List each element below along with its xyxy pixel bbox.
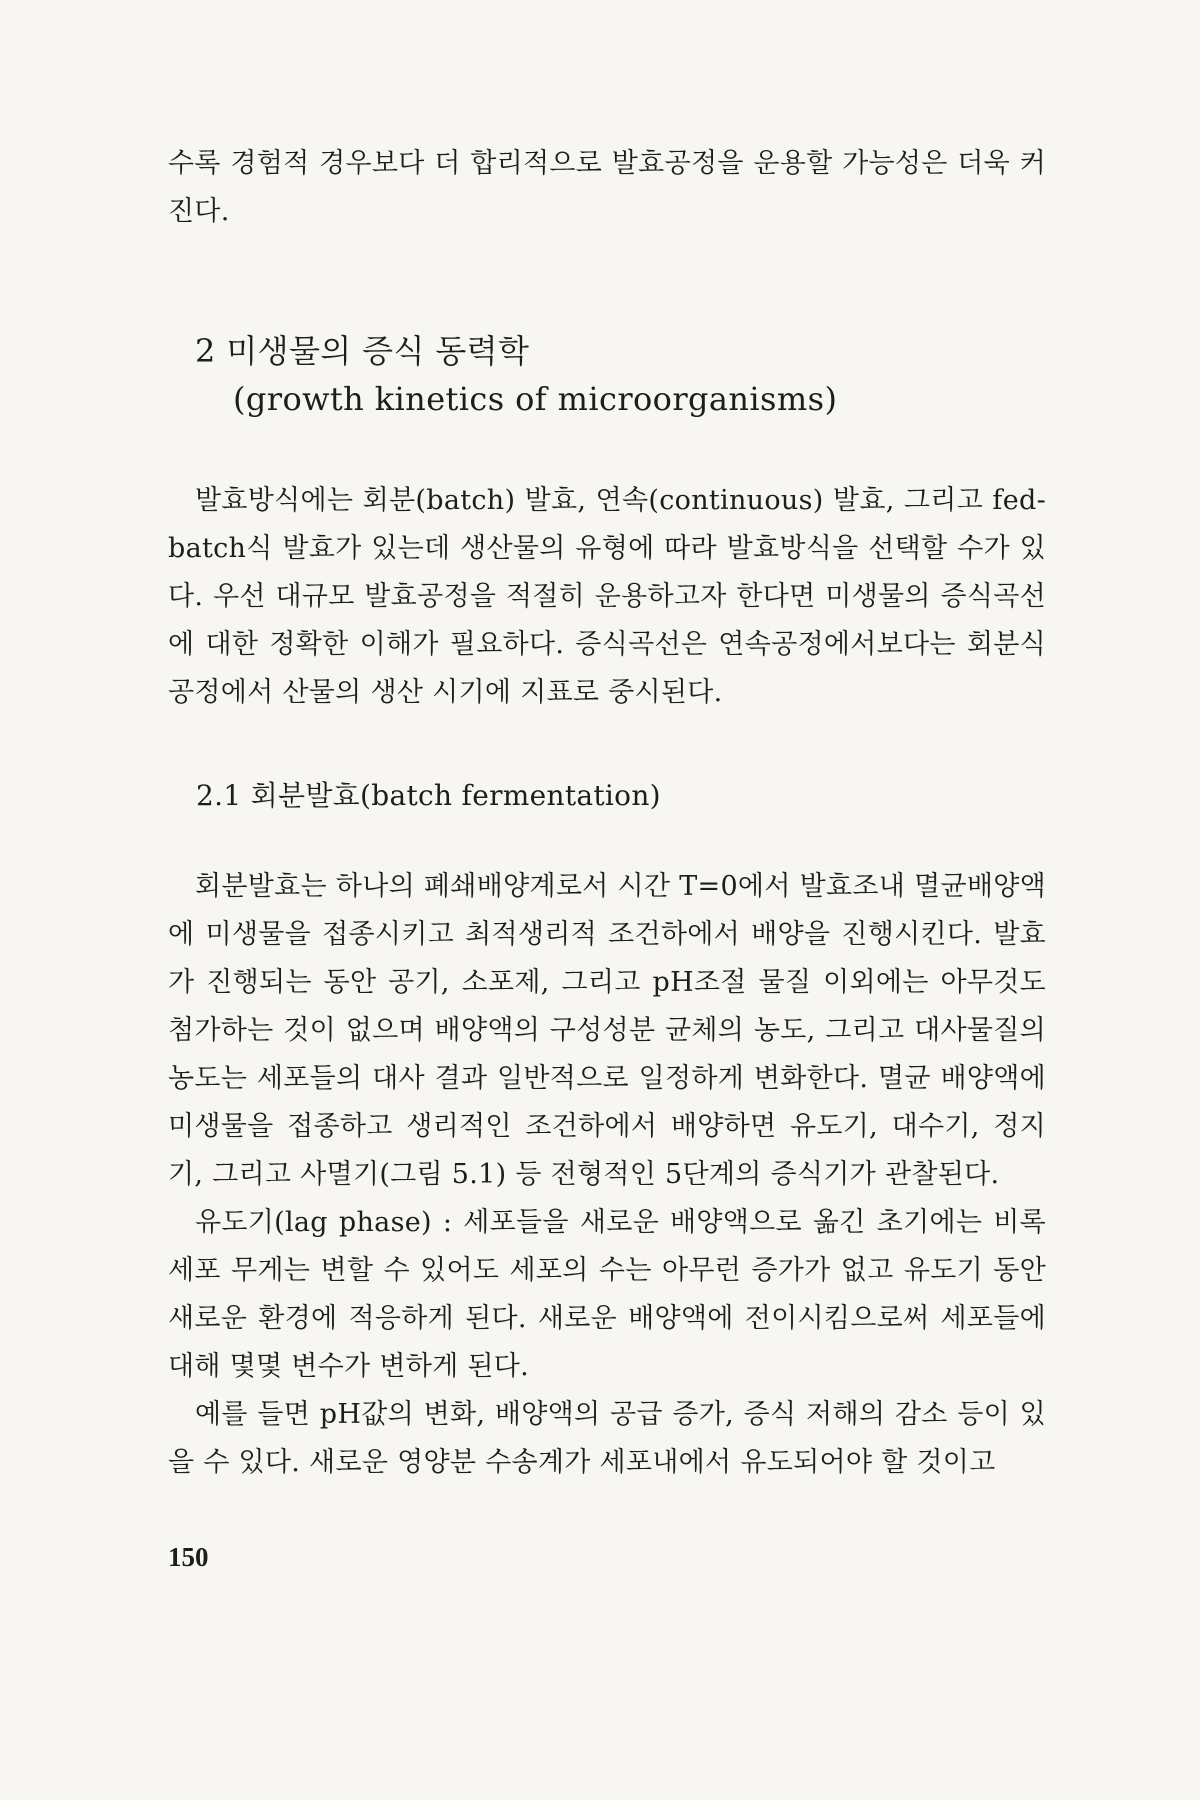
section-title: 미생물의 증식 동력학 [226,332,530,370]
page-number: 150 [168,1542,209,1572]
intro-paragraph-text: 수록 경험적 경우보다 더 합리적으로 발효공정을 운용할 가능성은 더욱 커진다. [168,148,1046,227]
example-paragraph: 예를 들면 pH값의 변화, 배양액의 공급 증가, 증식 저해의 감소 등이 있을 수 있다. 새로운 영양분 수송계가 세포내에서 유도되어야 할 것이고 [168,1399,1046,1478]
intro-paragraph [168,140,1046,236]
section-paragraph-text: 발효방식에는 회분(batch) 발효, 연속(continuous) 발효, 그리고 fed-batch식 발효가 있는데 생산물의 유형에 따라 발효방식을 선택할 수가 있다. 우선 대규모 발효공정을 적절히 운용하고자 한다면 미생물의 증식곡선에 대한 정확한 이해가 필요하다. 증식곡선은 연속공정에서보다는 회분식 공정에서 산물의 생산 시기에 지표로 중시된다. [168,485,1046,708]
batch-fermentation-body [168,863,1046,1487]
subsection-title: 회분발효(batch fermentation) [250,779,661,812]
subsection-number: 2.1 [196,779,242,812]
lag-phase-paragraph: 유도기(lag phase) : 세포들을 새로운 배양액으로 옮긴 초기에는 비록 세포 무게는 변할 수 있어도 세포의 수는 아무런 증가가 없고 유도기 동안 새로운 환경에 적응하게 된다. 새로운 배양액에 전이시킴으로써 세포들에 대해 몇몇 변수가 변하게 된다. [168,1207,1046,1382]
section-number: 2 [195,332,216,370]
section-paragraph [168,477,1046,717]
section-title-line [195,327,837,375]
section-heading [195,327,837,423]
batch-paragraph: 회분발효는 하나의 폐쇄배양계로서 시간 T=0에서 발효조내 멸균배양액에 미생물을 접종시키고 최적생리적 조건하에서 배양을 진행시킨다. 발효가 진행되는 동안 공기, 소포제, 그리고 pH조절 물질 이외에는 아무것도 첨가하는 것이 없으며 배양액의 구성성분 균체의 농도, 그리고 대사물질의 농도는 세포들의 대사 결과 일반적으로 일정하게 변화한다. 멸균 배양액에 미생물을 접종하고 생리적인 조건하에서 배양하면 유도기, 대수기, 정지기, 그리고 사멸기(그림 5.1) 등 전형적인 5단계의 증식기가 관찰된다. [168,871,1046,1190]
subsection-heading [196,772,661,820]
section-subtitle: (growth kinetics of microorganisms) [233,380,838,418]
